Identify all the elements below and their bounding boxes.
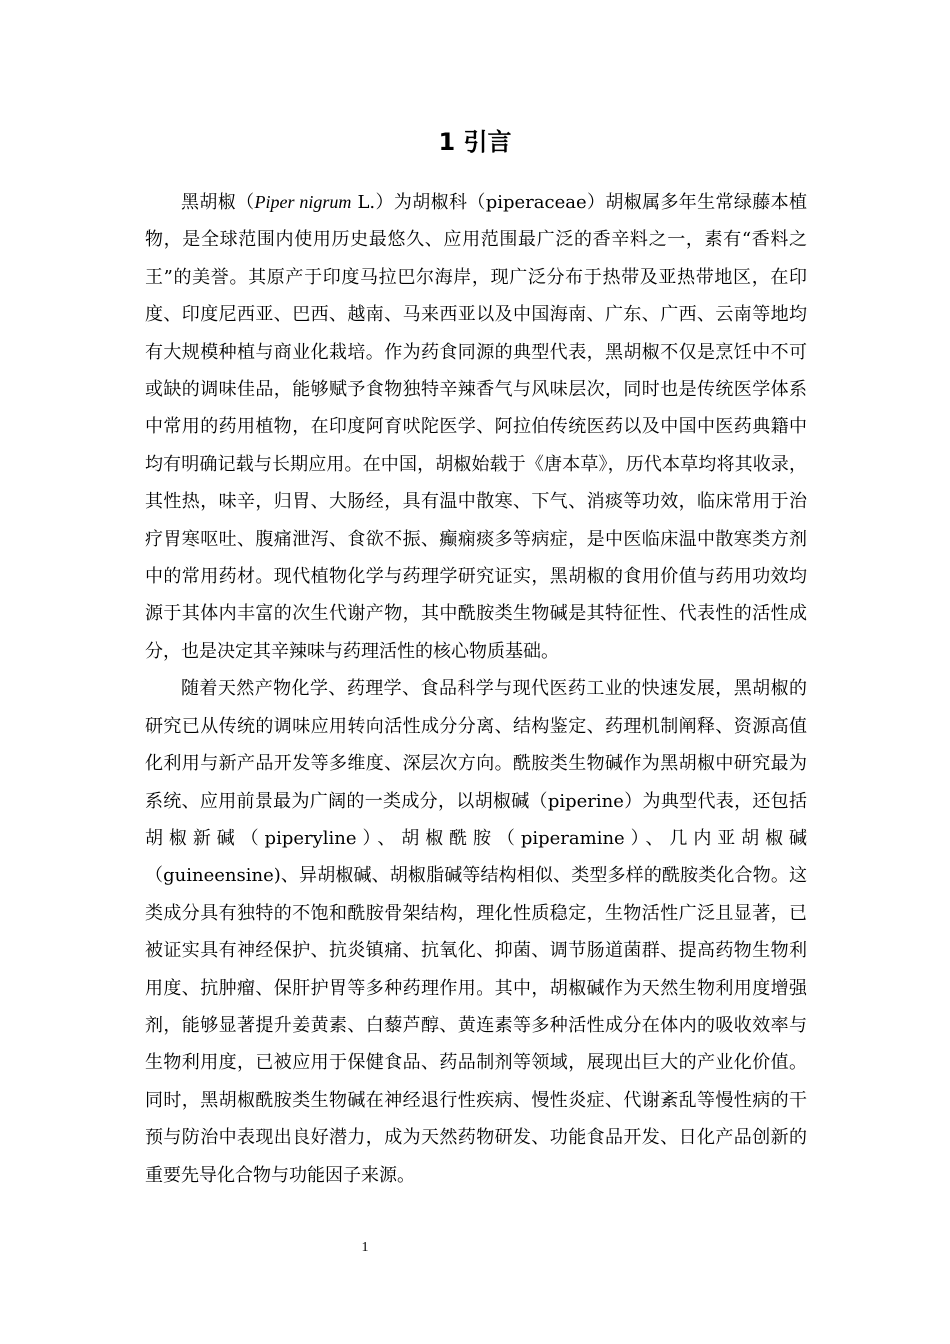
paragraph-1 <box>145 184 807 670</box>
body-text <box>145 184 807 1194</box>
page-number: 1 <box>361 1240 369 1255</box>
species-name: Piper nigrum <box>254 192 352 212</box>
paragraph-2: 随着天然产物化学、药理学、食品科学与现代医药工业的快速发展，黑胡椒的研究已从传统的调味应用转向活性成分分离、结构鉴定、药理机制阐释、资源高值化利用与新产品开发等多维度、深层次方向。酰胺类生物碱作为黑胡椒中研究最为系统、应用前景最为广阔的一类成分，以胡椒碱（piperine）为典型代表，还包括胡椒新碱（piperyline）、胡椒酰胺（piperamine）、几内亚胡椒碱（guineensine)、异胡椒碱、胡椒脂碱等结构相似、类型多样的酰胺类化合物。这类成分具有独特的不饱和酰胺骨架结构，理化性质稳定，生物活性广泛且显著，已被证实具有神经保护、抗炎镇痛、抗氧化、抑菌、调节肠道菌群、提高药物生物利用度、抗肿瘤、保肝护胃等多种药理作用。其中，胡椒碱作为天然生物利用度增强剂，能够显著提升姜黄素、白藜芦醇、黄连素等多种活性成分在体内的吸收效率与生物利用度，已被应用于保健食品、药品制剂等领域，展现出巨大的产业化价值。同时，黑胡椒酰胺类生物碱在神经退行性疾病、慢性炎症、代谢紊乱等慢性病的干预与防治中表现出良好潜力，成为天然药物研发、功能食品开发、日化产品创新的重要先导化合物与功能因子来源。 <box>145 678 807 1186</box>
paragraph-1-rest: L.）为胡椒科（piperaceae）胡椒属多年生常绿藤本植物，是全球范围内使用历史最悠久、应用范围最广泛的香辛料之一，素有“香料之王”的美誉。其原产于印度马拉巴尔海岸，现广泛分布于热带及亚热带地区，在印度、印度尼西亚、巴西、越南、马来西亚以及中国海南、广东、广西、云南等地均有大规模种植与商业化栽培。作为药食同源的典型代表，黑胡椒不仅是烹饪中不可或缺的调味佳品，能够赋予食物独特辛辣香气与风味层次，同时也是传统医学体系中常用的药用植物，在印度阿育吠陀医学、阿拉伯传统医药以及中国中医药典籍中均有明确记载与长期应用。在中国，胡椒始载于《唐本草》，历代本草均将其收录，其性热，味辛，归胃、大肠经，具有温中散寒、下气、消痰等功效，临床常用于治疗胃寒呕吐、腹痛泄泻、食欲不振、癫痫痰多等病症，是中医临床温中散寒类方剂中的常用药材。现代植物化学与药理学研究证实，黑胡椒的食用价值与药用功效均源于其体内丰富的次生代谢产物，其中酰胺类生物碱是其特征性、代表性的活性成分，也是决定其辛辣味与药理活性的核心物质基础。 <box>145 192 808 662</box>
paragraph-1-start: 黑胡椒（ <box>181 192 255 213</box>
section-heading: 1 引言 <box>438 128 512 156</box>
